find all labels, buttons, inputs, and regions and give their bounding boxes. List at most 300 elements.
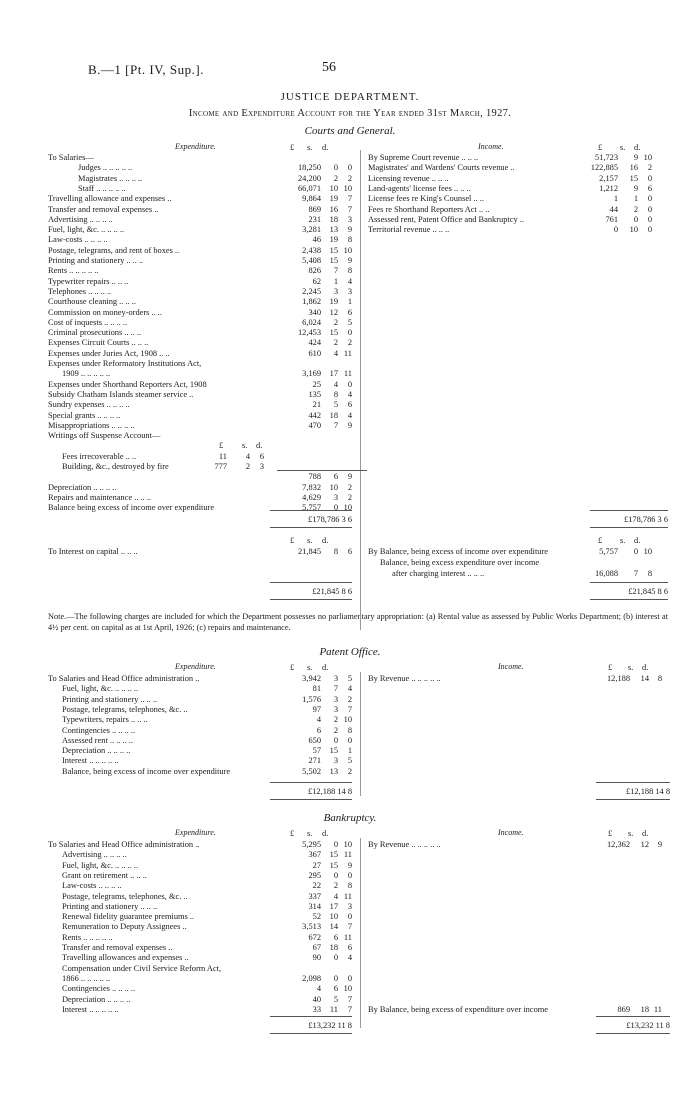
row-label: Law-costs .. .. .. ..	[48, 235, 108, 245]
pence-value: 10	[343, 183, 352, 193]
pence-value: 5	[347, 756, 352, 766]
shillings-value: 0	[633, 214, 638, 224]
shillings-value: 15	[329, 860, 338, 870]
expenditure-row	[48, 502, 352, 513]
shillings-value: 5	[333, 994, 338, 1004]
shillings-value: 7	[333, 684, 338, 694]
total-underline-right	[590, 527, 668, 528]
pence-value: 11	[343, 932, 352, 942]
shillings-value: 7	[333, 266, 338, 276]
pence-value: 0	[347, 328, 352, 338]
row-label: Balance, being excess of income over expenditure	[62, 766, 231, 776]
shillings-value: 9	[633, 183, 638, 193]
row-label: Judges .. .. .. .. ..	[78, 163, 133, 173]
shillings-value: 19	[329, 194, 338, 204]
expenditure-column-head: Expenditure.	[175, 142, 216, 151]
shillings-value: 3	[333, 694, 338, 704]
total-rule-right	[590, 510, 668, 511]
expenditure-row	[62, 1004, 352, 1015]
shillings-value: 15	[629, 173, 638, 183]
row-label: Balance being excess of income over expenditure	[48, 503, 215, 513]
total-income: £12,188 14 8	[626, 787, 670, 796]
unit-head-right: s.	[628, 829, 634, 838]
pence-value: 3	[347, 901, 352, 911]
total-rule-left	[270, 1016, 352, 1017]
row-label: License fees re King's Counsel .. ..	[368, 194, 484, 204]
page-number: 56	[322, 60, 336, 75]
unit-head-right: s.	[628, 663, 634, 672]
row-label: Contingencies .. .. .. ..	[62, 984, 136, 994]
row-label: Travelling allowances and expenses ..	[62, 953, 189, 963]
total-income: £13,232 11 8	[626, 1021, 670, 1030]
income-row	[368, 839, 666, 850]
pounds-value: 67	[312, 943, 321, 952]
pounds-value: 672	[308, 932, 321, 942]
pounds-value: 21,845	[297, 547, 321, 556]
row-label: Grant on retirement .. .. ..	[62, 870, 147, 880]
unit-head-left: d.	[322, 663, 329, 672]
note-paragraph: Note.—The following charges are included for which the Department possesses no parliamentary appropriation: (a) Rental value as assessed by Public Works Department; (b) interest at 4½ per cent. on capital as at 1st April, 1926; (c) repairs and maintenance.	[48, 612, 668, 632]
pounds-value: 52	[312, 912, 321, 922]
row-label: Postage, telegrams, telephones, &c. ..	[62, 704, 188, 714]
pounds-value: 5,408	[302, 256, 321, 265]
unit-head-left: £	[290, 663, 295, 672]
pounds-value: 40	[312, 994, 321, 1004]
pounds-value: 2,438	[302, 245, 321, 255]
row-label: Advertising .. .. .. ..	[48, 214, 113, 224]
row-label: Writings off Suspense Account—	[48, 431, 161, 441]
row-label: Typewriters, repairs .. .. ..	[62, 715, 148, 725]
row-label: Expenses Circuit Courts .. .. ..	[48, 338, 149, 348]
pounds-value: 135	[308, 389, 321, 399]
pounds-value: 2,157	[599, 173, 618, 183]
pence-value: 2	[347, 766, 352, 776]
pounds-value: 314	[308, 901, 321, 911]
pounds-value: 7,832	[302, 482, 321, 492]
total2-underline-left	[270, 599, 352, 600]
row-label: Building, &c., destroyed by fire	[62, 462, 169, 471]
shillings-value: 2	[333, 725, 338, 735]
pounds-value: 1,212	[599, 183, 618, 193]
unit-head-left: s.	[307, 663, 313, 672]
pence-value: 11	[343, 348, 352, 358]
row-label: Depreciation .. .. .. ..	[62, 746, 131, 756]
row-label: Compensation under Civil Service Reform Act,	[62, 963, 222, 973]
pence-value: 4	[347, 953, 352, 963]
shillings-value: 5	[333, 400, 338, 410]
row-label: To Salaries and Head Office administration ..	[48, 674, 200, 683]
row-label: Licensing revenue .. .. ..	[368, 173, 449, 183]
row-label: Cost of inquests .. .. .. ..	[48, 317, 128, 327]
shillings-value: 0	[633, 547, 638, 556]
unit-head-left: s.	[307, 536, 313, 545]
subcol-head: s.	[242, 441, 248, 451]
unit-head-right: s.	[620, 143, 626, 152]
pounds-value: 610	[308, 348, 321, 358]
row-label: Subsidy Chatham Islands steamer service ..	[48, 389, 194, 399]
pounds-value: 442	[308, 410, 321, 420]
total-expenditure: £13,232 11 8	[308, 1021, 352, 1030]
row-label: Transfer and removal expenses ..	[48, 204, 159, 214]
row-label: Magistrates' and Wardens' Courts revenue ..	[368, 163, 515, 173]
row-label: Advertising .. .. .. ..	[62, 850, 127, 860]
writeoff-amount: 777	[214, 462, 227, 471]
pence-value: 6	[347, 307, 352, 317]
pence-value: 4	[347, 389, 352, 399]
pounds-value: 340	[308, 307, 321, 317]
pounds-value: 2,098	[302, 973, 321, 983]
row-label: Staff .. .. .. .. ..	[78, 183, 126, 193]
pounds-value: 9,864	[302, 194, 321, 204]
pounds-value: 12,188	[606, 674, 630, 683]
row-label: Territorial revenue .. .. ..	[368, 225, 450, 235]
pounds-value: 25	[312, 379, 321, 389]
pence-value: 7	[347, 704, 352, 714]
total-underline-left	[270, 1033, 352, 1034]
pence-value: 3	[347, 214, 352, 224]
pounds-value: 367	[308, 850, 321, 860]
shillings-value: 4	[333, 891, 338, 901]
pence-value: 9	[347, 472, 352, 482]
pence-value: 10	[343, 715, 352, 725]
row-label: Printing and stationery .. .. ..	[48, 256, 144, 265]
row-label: Sundry expenses .. .. .. ..	[48, 400, 130, 410]
pounds-value: 51,723	[594, 153, 618, 162]
unit-head-left: s.	[307, 143, 313, 152]
row-label: Courthouse cleaning .. .. ..	[48, 297, 136, 307]
pence-value: 0	[347, 163, 352, 173]
subcol-head: d.	[256, 441, 263, 451]
pounds-value: 6,024	[302, 317, 321, 327]
row-label: after charging interest .. .. ..	[392, 569, 485, 578]
shillings-value: 17	[329, 901, 338, 911]
pounds-value: 5,757	[599, 547, 618, 556]
shillings-value: 7	[333, 420, 338, 430]
pence-value: 8	[657, 674, 662, 683]
pence-value: 0	[347, 870, 352, 880]
department-title: JUSTICE DEPARTMENT.	[280, 91, 420, 103]
income-column-head: Income.	[478, 142, 504, 151]
row-label: 1866 .. .. .. .. ..	[62, 973, 111, 983]
shillings-value: 17	[329, 369, 338, 379]
pounds-value: 826	[308, 266, 321, 276]
shillings-value: 4	[333, 379, 338, 389]
pounds-value: 6	[316, 725, 321, 735]
total2-underline-right	[590, 599, 668, 600]
row-label: Law-costs .. .. .. ..	[62, 881, 122, 891]
shillings-value: 2	[333, 338, 338, 348]
shillings-value: 6	[333, 472, 338, 482]
row-label: By Revenue .. .. .. .. ..	[368, 674, 441, 683]
row-label: Criminal prosecutions .. .. ..	[48, 328, 142, 338]
pence-value: 1	[347, 746, 352, 756]
income-column-head: Income.	[498, 828, 524, 837]
shillings-value: 9	[633, 153, 638, 162]
shillings-value: 2	[333, 715, 338, 725]
pounds-value: 470	[308, 420, 321, 430]
pounds-value: 62	[312, 276, 321, 286]
balance-row	[368, 546, 666, 557]
row-label: Contingencies .. .. .. ..	[62, 725, 136, 735]
pounds-value: 231	[308, 214, 321, 224]
pence-value: 0	[347, 735, 352, 745]
pounds-value: 16,088	[594, 569, 618, 578]
shillings-value: 18	[640, 1004, 649, 1014]
shillings-value: 0	[333, 503, 338, 513]
pence-value: 7	[347, 1004, 352, 1014]
writeoff-amount: 6	[259, 451, 264, 461]
row-label: Typewriter repairs .. .. ..	[48, 276, 129, 286]
shillings-value: 18	[329, 410, 338, 420]
pounds-value: 761	[605, 214, 618, 224]
shillings-value: 6	[333, 984, 338, 994]
writeoff-amount: 11	[218, 451, 227, 461]
pence-value: 0	[347, 379, 352, 389]
shillings-value: 1	[333, 276, 338, 286]
unit-head-right: £	[608, 829, 613, 838]
pounds-value: 81	[312, 684, 321, 694]
pence-value: 2	[347, 173, 352, 183]
row-label: Balance, being excess expenditure over income	[380, 558, 540, 567]
row-label: Expenses under Reformatory Institutions Act,	[48, 359, 202, 368]
unit-head-left: d.	[322, 143, 329, 152]
income-row	[368, 673, 666, 684]
shillings-value: 10	[329, 912, 338, 922]
shillings-value: 15	[329, 746, 338, 756]
pence-value: 8	[347, 266, 352, 276]
pounds-value: 2,245	[302, 286, 321, 296]
pence-value: 10	[643, 547, 652, 556]
interest-row	[48, 546, 352, 557]
pounds-value: 122,885	[590, 163, 618, 173]
pounds-value: 1,862	[302, 297, 321, 307]
pence-value: 7	[347, 204, 352, 214]
shillings-value: 12	[329, 307, 338, 317]
unit-head-left: d.	[322, 829, 329, 838]
pence-value: 8	[647, 569, 652, 578]
pence-value: 10	[343, 984, 352, 994]
shillings-value: 0	[333, 870, 338, 880]
balance-row	[392, 568, 666, 579]
shillings-value: 4	[333, 348, 338, 358]
pence-value: 11	[343, 850, 352, 860]
pence-value: 9	[347, 225, 352, 235]
pence-value: 2	[347, 694, 352, 704]
row-label: To Salaries and Head Office administration ..	[48, 840, 200, 849]
balance-row	[368, 1004, 666, 1015]
row-label: Postage, telegrams, and rent of boxes ..	[48, 245, 180, 255]
row-label: Remuneration to Deputy Assignees ..	[62, 922, 187, 932]
row-label: Commission on money-orders .. ..	[48, 307, 162, 317]
section-heading-patent: Patent Office.	[319, 646, 381, 658]
shillings-value: 2	[333, 173, 338, 183]
pence-value: 9	[347, 860, 352, 870]
row-label: By Balance, being excess of income over expenditure	[368, 547, 548, 556]
row-label: Fees re Shorthand Reporters Act .. ..	[368, 204, 490, 214]
pence-value: 7	[347, 194, 352, 204]
account-subtitle: Income and Expenditure Account for the Year ended 31st March, 1927.	[188, 108, 512, 119]
row-label: Rents .. .. .. .. ..	[48, 266, 99, 276]
row-label: Depreciation .. .. .. ..	[48, 482, 117, 492]
pence-value: 0	[647, 194, 652, 204]
unit-head-left: £	[290, 143, 295, 152]
pounds-value: 869	[617, 1004, 630, 1014]
pounds-value: 5,757	[302, 503, 321, 513]
row-label: Repairs and maintenance .. .. ..	[48, 492, 152, 502]
row-label: Rents .. .. .. .. ..	[62, 932, 113, 942]
pounds-value: 44	[609, 204, 618, 214]
row-label: Depreciation .. .. .. ..	[62, 994, 131, 1004]
total-expenditure: £12,188 14 8	[308, 787, 352, 796]
pence-value: 2	[347, 492, 352, 502]
pence-value: 0	[647, 204, 652, 214]
pounds-value: 295	[308, 870, 321, 880]
shillings-value: 15	[329, 328, 338, 338]
row-label: Interest .. .. .. .. ..	[62, 1004, 119, 1014]
section-heading-bankruptcy: Bankruptcy.	[323, 812, 377, 824]
row-label: To Interest on capital .. .. ..	[48, 547, 138, 556]
total2-rule-right	[590, 582, 668, 583]
unit-head-right: d.	[642, 829, 649, 838]
total-rule-right	[596, 1016, 670, 1017]
centre-divider	[360, 672, 361, 796]
shillings-value: 0	[333, 953, 338, 963]
pounds-value: 33	[312, 1004, 321, 1014]
total-income: £178,786 3 6	[624, 515, 668, 524]
pounds-value: 271	[308, 756, 321, 766]
pounds-value: 650	[308, 735, 321, 745]
income-column-head: Income.	[498, 662, 524, 671]
pounds-value: 4	[316, 715, 321, 725]
shillings-value: 18	[329, 214, 338, 224]
section-heading-courts: Courts and General.	[304, 125, 396, 137]
pence-value: 10	[643, 153, 652, 162]
pence-value: 5	[347, 317, 352, 327]
pounds-value: 5,295	[302, 840, 321, 849]
unit-head-right: d.	[634, 143, 641, 152]
pounds-value: 869	[308, 204, 321, 214]
pence-value: 6	[347, 547, 352, 556]
pence-value: 6	[347, 943, 352, 952]
row-label: Assessed rent .. .. .. ..	[62, 735, 133, 745]
pounds-value: 90	[312, 953, 321, 963]
row-label: Printing and stationery .. .. ..	[62, 694, 158, 704]
subtotal-rule	[277, 470, 367, 471]
pence-value: 9	[347, 420, 352, 430]
writeoff-amount: 3	[259, 462, 264, 471]
pence-value: 7	[347, 994, 352, 1004]
shillings-value: 16	[329, 204, 338, 214]
shillings-value: 13	[329, 766, 338, 776]
row-label: To Salaries—	[48, 153, 94, 162]
shillings-value: 15	[329, 850, 338, 860]
pounds-value: 46	[312, 235, 321, 245]
pounds-value: 57	[312, 746, 321, 756]
shillings-value: 2	[333, 881, 338, 891]
pence-value: 4	[347, 410, 352, 420]
pounds-value: 12,453	[297, 328, 321, 338]
shillings-value: 15	[329, 245, 338, 255]
writeoff-amount: 2	[245, 462, 250, 471]
pence-value: 2	[347, 482, 352, 492]
pence-value: 5	[347, 674, 352, 683]
pounds-value: 27	[312, 860, 321, 870]
pence-value: 8	[347, 881, 352, 891]
shillings-value: 14	[640, 674, 649, 683]
total2-income: £21,845 8 6	[628, 587, 668, 596]
row-label: Misappropriations .. .. .. ..	[48, 420, 135, 430]
row-label: By Balance, being excess of expenditure over income	[368, 1004, 548, 1014]
pence-value: 10	[343, 503, 352, 513]
shillings-value: 1	[633, 194, 638, 204]
pence-value: 2	[347, 338, 352, 348]
unit-head-left: £	[290, 536, 295, 545]
total-underline-left	[270, 799, 352, 800]
shillings-value: 18	[329, 943, 338, 952]
pence-value: 11	[343, 369, 352, 379]
total-underline-right	[596, 799, 670, 800]
pounds-value: 3,169	[302, 369, 321, 379]
row-label: Postage, telegrams, telephones, &c. ..	[62, 891, 188, 901]
pence-value: 0	[647, 173, 652, 183]
pounds-value: 18,250	[297, 163, 321, 173]
unit-head-right: £	[598, 143, 603, 152]
row-label: Printing and stationery .. .. ..	[62, 901, 158, 911]
total-underline-left	[270, 527, 352, 528]
shillings-value: 10	[329, 482, 338, 492]
pounds-value: 3,942	[302, 674, 321, 683]
total-rule-left	[270, 782, 352, 783]
shillings-value: 14	[329, 922, 338, 932]
row-label: Fuel, light, &c. .. .. .. ..	[62, 860, 139, 870]
unit-head-right: s.	[620, 536, 626, 545]
shillings-value: 2	[333, 317, 338, 327]
shillings-value: 7	[633, 569, 638, 578]
pounds-value: 1	[613, 194, 618, 204]
pounds-value: 0	[613, 225, 618, 235]
pence-value: 0	[647, 214, 652, 224]
expenditure-column-head: Expenditure.	[175, 828, 216, 837]
shillings-value: 8	[333, 389, 338, 399]
shillings-value: 10	[629, 225, 638, 235]
pence-value: 8	[347, 725, 352, 735]
pence-value: 4	[347, 684, 352, 694]
subcol-head: £	[219, 441, 224, 451]
pounds-value: 97	[312, 704, 321, 714]
shillings-value: 16	[629, 163, 638, 173]
shillings-value: 3	[333, 492, 338, 502]
pence-value: 10	[343, 840, 352, 849]
pounds-value: 24,200	[297, 173, 321, 183]
pounds-value: 22	[312, 881, 321, 891]
shillings-value: 3	[333, 756, 338, 766]
total-underline-right	[596, 1033, 670, 1034]
row-label: Fuel, light, &c. .. .. .. ..	[48, 225, 125, 235]
centre-divider	[360, 838, 361, 1028]
pence-value: 3	[347, 286, 352, 296]
row-label: Land-agents' license fees .. .. ..	[368, 183, 471, 193]
pence-value: 0	[347, 912, 352, 922]
total2-expenditure: £21,845 8 6	[312, 587, 352, 596]
shillings-value: 3	[333, 286, 338, 296]
row-label: Transfer and removal expenses ..	[62, 943, 173, 952]
shillings-value: 15	[329, 256, 338, 265]
pence-value: 9	[657, 840, 662, 849]
pence-value: 10	[343, 245, 352, 255]
total2-rule-left	[270, 582, 352, 583]
writeoff-amount: 4	[245, 451, 250, 461]
row-label: Telephones .. .. .. ..	[48, 286, 112, 296]
